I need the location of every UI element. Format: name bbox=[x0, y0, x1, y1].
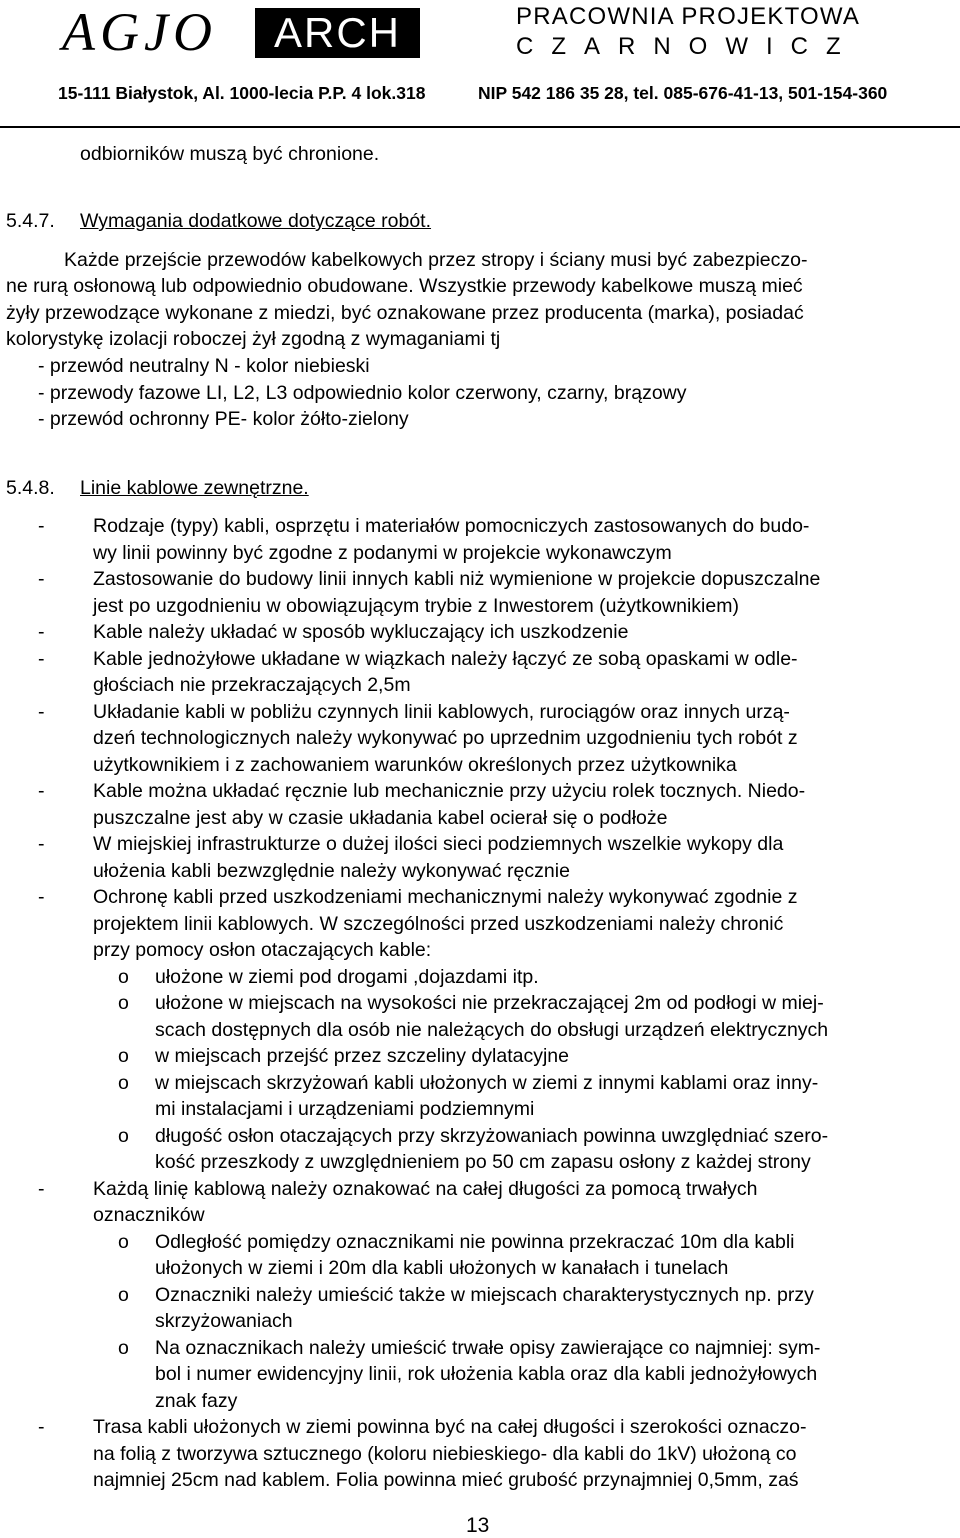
text-line: Kable jednożyłowe układane w wiązkach należy łączyć ze sobą opaskami w odle- bbox=[93, 648, 798, 670]
text-line: w miejscach przejść przez szczeliny dylatacyjne bbox=[155, 1045, 569, 1067]
text-line: użytkownikiem i z zachowaniem warunków określonych przez użytkownika bbox=[93, 754, 737, 776]
text-line: bol i numer ewidencyjny linii, rok ułożenia kabla oraz dla kabli jednożyłowych bbox=[155, 1363, 818, 1385]
bullet-circle: o bbox=[118, 1284, 129, 1306]
bullet-circle: o bbox=[118, 1045, 129, 1067]
bullet-dash: - bbox=[38, 780, 45, 802]
page-number: 13 bbox=[466, 1514, 490, 1537]
bullet-dash: - bbox=[38, 886, 45, 908]
text-line: Układanie kabli w pobliżu czynnych linii kablowych, rurociągów oraz innych urzą- bbox=[93, 701, 790, 723]
text-line: kolorystykę izolacji roboczej żył zgodną z wymaganiami tj bbox=[6, 328, 501, 350]
text-line: Każdą linię kablową należy oznakować na całej długości za pomocą trwałych bbox=[93, 1178, 758, 1200]
text-line: ne rurą osłonową lub odpowiednio obudowane. Wszystkie przewody kabelkowe muszą mieć bbox=[6, 275, 803, 297]
text-line: ułożonych w ziemi i 20m dla kabli ułożonych w kanałach i tunelach bbox=[155, 1257, 729, 1279]
logo-arch: ARCH bbox=[255, 8, 420, 58]
bullet-dash: - bbox=[38, 648, 45, 670]
bullet-dash: - bbox=[38, 515, 45, 537]
text-line: Ochronę kabli przed uszkodzeniami mechanicznymi należy wykonywać zgodnie z bbox=[93, 886, 798, 908]
text-line: Rodzaje (typy) kabli, osprzętu i materiałów pomocniczych zastosowanych do budo- bbox=[93, 515, 810, 537]
bullet-dash: - bbox=[38, 568, 45, 590]
text-line: przy pomocy osłon otaczających kable: bbox=[93, 939, 432, 961]
text-line: jest po uzgodnieniu w obowiązującym trybie z Inwestorem (użytkownikiem) bbox=[93, 595, 739, 617]
bullet-circle: o bbox=[118, 992, 129, 1014]
text-line: znak fazy bbox=[155, 1390, 238, 1412]
text-line: w miejscach skrzyżowań kabli ułożonych w ziemi z innymi kablami oraz inny- bbox=[155, 1072, 819, 1094]
text-line: na folią z tworzywa sztucznego (koloru niebieskiego- dla kabli do 1kV) ułożoną co bbox=[93, 1443, 797, 1465]
bullet-dash: - bbox=[38, 833, 45, 855]
text-line: najmniej 25cm nad kablem. Folia powinna mieć grubość przynajmniej 0,5mm, zaś bbox=[93, 1469, 799, 1491]
text-line: Na oznacznikach należy umieścić trwałe opisy zawierające co najmniej: sym- bbox=[155, 1337, 821, 1359]
bullet-circle: o bbox=[118, 1072, 129, 1094]
section-title: Linie kablowe zewnętrzne. bbox=[80, 477, 309, 499]
text-line: odbiorników muszą być chronione. bbox=[80, 143, 380, 165]
bullet-dash: - bbox=[38, 621, 45, 643]
text-line: Każde przejście przewodów kabelkowych przez stropy i ściany musi być zabezpieczo- bbox=[64, 249, 808, 271]
header-divider bbox=[0, 126, 960, 128]
firm-nip-tel: NIP 542 186 35 28, tel. 085-676-41-13, 501-154-360 bbox=[478, 83, 888, 103]
list-item: - przewody fazowe LI, L2, L3 odpowiednio kolor czerwony, czarny, brązowy bbox=[38, 382, 687, 404]
bullet-circle: o bbox=[118, 966, 129, 988]
section-title: Wymagania dodatkowe dotyczące robót. bbox=[80, 210, 432, 232]
text-line: wy linii powinny być zgodne z podanymi w projekcie wykonawczym bbox=[93, 542, 672, 564]
text-line: głościach nie przekraczających 2,5m bbox=[93, 674, 411, 696]
text-line: Kable można układać ręcznie lub mechanicznie przy użyciu rolek tocznych. Niedo- bbox=[93, 780, 806, 802]
text-line: ułożone w ziemi pod drogami ,dojazdami itp. bbox=[155, 966, 539, 988]
text-line: kość przeszkody z uwzględnieniem po 50 cm zapasu osłony z każdej strony bbox=[155, 1151, 811, 1173]
bullet-circle: o bbox=[118, 1337, 129, 1359]
text-line: W miejskiej infrastrukturze o dużej ilości sieci podziemnych wszelkie wykopy dla bbox=[93, 833, 784, 855]
text-line: Kable należy układać w sposób wykluczający ich uszkodzenie bbox=[93, 621, 629, 643]
text-line: Oznaczniki należy umieścić także w miejscach charakterystycznych np. przy bbox=[155, 1284, 814, 1306]
text-line: długość osłon otaczających przy skrzyżowaniach powinna uwzględniać szero- bbox=[155, 1125, 829, 1147]
bullet-dash: - bbox=[38, 701, 45, 723]
text-line: żyły przewodzące wykonane z miedzi, być oznakowane przez producenta (marka), posiadać bbox=[6, 302, 804, 324]
text-line: ułożone w miejscach na wysokości nie przekraczającej 2m od podłogi w miej- bbox=[155, 992, 824, 1014]
firm-name: PRACOWNIA PROJEKTOWA bbox=[516, 3, 861, 30]
text-line: scach dostępnych dla osób nie należących do obsługi urządzeń elektrycznych bbox=[155, 1019, 829, 1041]
list-item: - przewód ochronny PE- kolor żółto-zielony bbox=[38, 408, 409, 430]
text-line: Odległość pomiędzy oznacznikami nie powinna przekraczać 10m dla kabli bbox=[155, 1231, 795, 1253]
bullet-circle: o bbox=[118, 1125, 129, 1147]
bullet-dash: - bbox=[38, 1178, 45, 1200]
text-line: ułożenia kabli bezwzględnie należy wykonywać ręcznie bbox=[93, 860, 570, 882]
firm-location: CZARNOWICZ bbox=[516, 33, 859, 60]
text-line: projektem linii kablowych. W szczególności przed uszkodzeniami należy chronić bbox=[93, 913, 784, 935]
section-number: 5.4.8. bbox=[6, 477, 55, 499]
bullet-circle: o bbox=[118, 1231, 129, 1253]
firm-address: 15-111 Białystok, Al. 1000-lecia P.P. 4 lok.318 bbox=[58, 83, 426, 103]
section-number: 5.4.7. bbox=[6, 210, 55, 232]
list-item: - przewód neutralny N - kolor niebieski bbox=[38, 355, 370, 377]
page-header bbox=[0, 0, 960, 120]
text-line: puszczalne jest aby w czasie układania kabel ocierał się o podłoże bbox=[93, 807, 668, 829]
bullet-dash: - bbox=[38, 1416, 45, 1438]
text-line: Trasa kabli ułożonych w ziemi powinna być na całej długości i szerokości oznaczo- bbox=[93, 1416, 807, 1438]
text-line: oznaczników bbox=[93, 1204, 205, 1226]
text-line: Zastosowanie do budowy linii innych kabli niż wymienione w projekcie dopuszczalne bbox=[93, 568, 821, 590]
text-line: mi instalacjami i urządzeniami podziemnymi bbox=[155, 1098, 535, 1120]
text-line: dzeń technologicznych należy wykonywać po uprzednim uzgodnieniu tych robót z bbox=[93, 727, 798, 749]
logo-agjo: AGJO bbox=[62, 2, 217, 62]
text-line: skrzyżowaniach bbox=[155, 1310, 293, 1332]
